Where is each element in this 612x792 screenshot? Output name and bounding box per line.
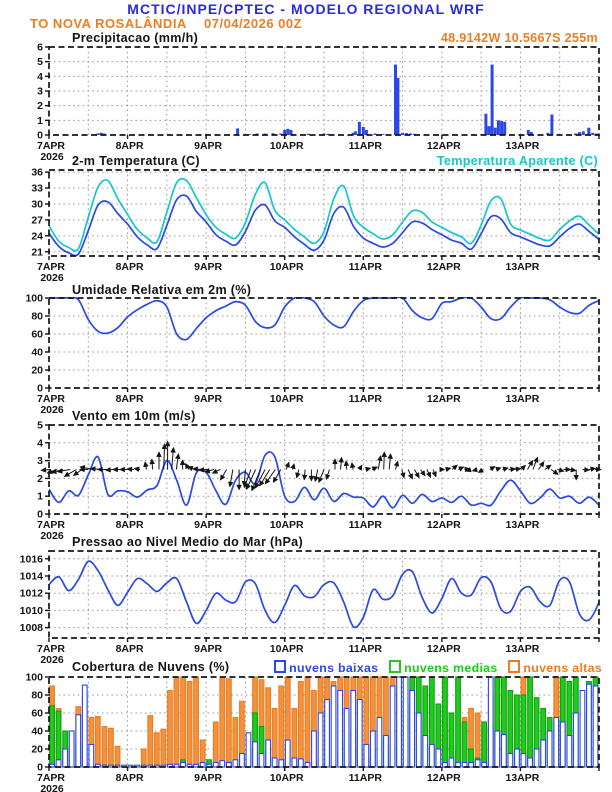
svg-text:9APR: 9APR <box>194 519 223 531</box>
svg-text:10APR: 10APR <box>269 772 304 784</box>
svg-text:13APR: 13APR <box>505 393 540 405</box>
svg-text:21: 21 <box>31 246 43 259</box>
svg-text:12APR: 12APR <box>426 261 461 273</box>
svg-text:7APR: 7APR <box>36 772 66 784</box>
axis-labels <box>31 167 539 284</box>
svg-text:3: 3 <box>37 85 43 98</box>
svg-text:2026: 2026 <box>40 404 64 416</box>
svg-text:7APR: 7APR <box>36 261 66 273</box>
panel-humidity-title: Umidade Relativa em 2m (%) <box>72 283 252 297</box>
svg-text:2026: 2026 <box>40 272 64 284</box>
panel-5 <box>25 672 599 792</box>
svg-text:20: 20 <box>31 364 43 377</box>
svg-text:8APR: 8APR <box>115 393 144 405</box>
svg-text:80: 80 <box>31 310 43 323</box>
svg-text:13APR: 13APR <box>505 140 540 152</box>
panel-precipitation-title: Precipitacao (mm/h) <box>72 31 199 45</box>
precip-bars <box>96 65 598 135</box>
svg-text:11APR: 11APR <box>348 261 382 273</box>
panel-2 <box>25 293 599 417</box>
wind-arrows <box>41 441 602 491</box>
apparent-temperature-label: Temperatura Aparente (C) <box>436 154 598 168</box>
svg-text:3: 3 <box>37 455 43 468</box>
svg-text:10APR: 10APR <box>269 393 304 405</box>
svg-text:0: 0 <box>37 129 43 142</box>
svg-text:2: 2 <box>37 472 43 485</box>
panel-clouds-title: Cobertura de Nuvens (%) <box>72 660 230 674</box>
panel-1 <box>31 167 599 284</box>
svg-text:60: 60 <box>31 328 43 341</box>
svg-text:13APR: 13APR <box>505 772 540 784</box>
svg-text:1016: 1016 <box>19 553 43 566</box>
axis-ticks <box>45 47 599 139</box>
svg-text:0: 0 <box>37 508 43 521</box>
svg-text:12APR: 12APR <box>426 393 461 405</box>
axis-labels <box>37 420 540 543</box>
svg-text:13APR: 13APR <box>505 261 540 273</box>
panel-3 <box>37 420 601 543</box>
svg-text:2026: 2026 <box>40 783 64 792</box>
svg-text:9APR: 9APR <box>194 643 223 655</box>
svg-text:12APR: 12APR <box>426 643 461 655</box>
legend-item-mid-clouds: nuvens medias <box>389 661 497 675</box>
svg-text:1: 1 <box>37 114 43 127</box>
svg-text:33: 33 <box>31 182 43 195</box>
svg-text:8APR: 8APR <box>115 643 144 655</box>
svg-text:11APR: 11APR <box>348 140 382 152</box>
svg-text:9APR: 9APR <box>194 772 223 784</box>
panel-wind-title: Vento em 10m (m/s) <box>72 409 196 423</box>
svg-text:8APR: 8APR <box>115 261 144 273</box>
svg-text:13APR: 13APR <box>505 519 540 531</box>
station-name: TO NOVA ROSALÂNDIA <box>30 16 187 31</box>
svg-text:30: 30 <box>31 198 43 211</box>
plot-frame <box>49 298 599 388</box>
svg-text:20: 20 <box>31 743 43 756</box>
svg-text:40: 40 <box>31 725 43 738</box>
legend-item-low-clouds: nuvens baixas <box>274 661 378 675</box>
svg-text:5: 5 <box>37 56 43 69</box>
svg-text:9APR: 9APR <box>194 140 223 152</box>
svg-text:7APR: 7APR <box>36 140 66 152</box>
svg-text:2026: 2026 <box>40 530 64 542</box>
svg-text:9APR: 9APR <box>194 261 223 273</box>
panel-pressure-title: Pressao ao Nivel Medio do Mar (hPa) <box>72 535 303 549</box>
svg-text:9APR: 9APR <box>194 393 223 405</box>
svg-text:12APR: 12APR <box>426 519 461 531</box>
gridlines <box>49 170 599 256</box>
svg-text:24: 24 <box>31 230 43 243</box>
svg-text:8APR: 8APR <box>115 140 144 152</box>
svg-text:7APR: 7APR <box>36 519 66 531</box>
gridlines <box>49 298 599 388</box>
svg-text:4: 4 <box>37 70 43 83</box>
svg-text:36: 36 <box>31 166 43 179</box>
svg-text:12APR: 12APR <box>426 140 461 152</box>
svg-text:8APR: 8APR <box>115 772 144 784</box>
svg-text:100: 100 <box>25 292 43 305</box>
svg-text:40: 40 <box>31 346 43 359</box>
svg-text:10APR: 10APR <box>269 643 304 655</box>
svg-text:100: 100 <box>25 671 43 684</box>
axis-labels <box>37 42 540 164</box>
svg-text:11APR: 11APR <box>348 393 382 405</box>
axis-ticks <box>45 425 599 518</box>
svg-text:5: 5 <box>37 419 43 432</box>
svg-text:10APR: 10APR <box>269 140 304 152</box>
svg-text:10APR: 10APR <box>269 519 304 531</box>
svg-text:11APR: 11APR <box>348 772 382 784</box>
svg-text:11APR: 11APR <box>348 519 382 531</box>
panel-4 <box>20 551 599 666</box>
svg-text:6: 6 <box>37 41 43 54</box>
legend-item-high-clouds: nuvens altas <box>508 661 602 675</box>
svg-text:1010: 1010 <box>19 604 43 617</box>
gridlines <box>49 47 599 135</box>
svg-text:27: 27 <box>31 214 43 227</box>
gridlines <box>49 551 599 638</box>
svg-text:10APR: 10APR <box>269 261 304 273</box>
svg-text:1012: 1012 <box>19 587 43 600</box>
svg-text:2026: 2026 <box>40 654 64 666</box>
svg-text:1014: 1014 <box>19 570 43 583</box>
svg-text:2: 2 <box>37 100 43 113</box>
svg-text:11APR: 11APR <box>348 643 382 655</box>
run-datetime: 07/04/2026 00Z <box>204 16 303 31</box>
panel-0 <box>37 42 599 164</box>
svg-text:4: 4 <box>37 437 43 450</box>
svg-text:60: 60 <box>31 707 43 720</box>
svg-text:1: 1 <box>37 490 43 503</box>
panel-temperature-title: 2-m Temperatura (C) <box>72 154 200 168</box>
svg-text:7APR: 7APR <box>36 393 66 405</box>
svg-text:2026: 2026 <box>40 151 64 163</box>
svg-text:0: 0 <box>37 382 43 395</box>
report-title: MCTIC/INPE/CPTEC - MODELO REGIONAL WRF <box>127 1 485 17</box>
svg-text:0: 0 <box>37 761 43 774</box>
svg-text:13APR: 13APR <box>505 643 540 655</box>
station-location: 48.9142W 10.5667S 255m <box>440 31 598 45</box>
svg-text:80: 80 <box>31 689 43 702</box>
svg-text:8APR: 8APR <box>115 519 144 531</box>
svg-text:7APR: 7APR <box>36 643 66 655</box>
svg-text:12APR: 12APR <box>426 772 461 784</box>
svg-text:1008: 1008 <box>19 622 43 635</box>
